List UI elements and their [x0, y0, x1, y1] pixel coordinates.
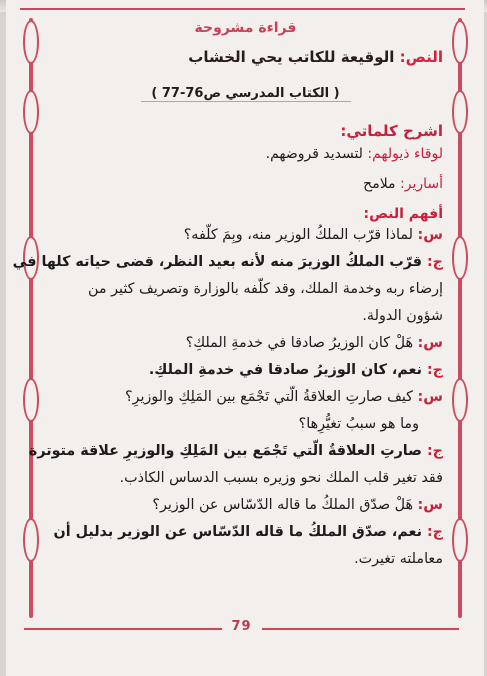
document-body: [12, 14, 443, 573]
answer: ج: قرّب الملكُ الوزيرَ منه لأنه بعيد النظر، قضى حياته كلها في: [12, 254, 443, 270]
understand-heading: أفهم النص:: [363, 206, 443, 222]
vocab-heading: اشرح كلماتي:: [340, 122, 443, 140]
question: س: هَلْ صدّق الملكُ ما قاله الدّسّاس عن الوزير؟: [152, 497, 443, 513]
frame-top-line: [20, 8, 465, 10]
answer-line: فقد تغير قلب الملك نحو وزيره بسبب الدساس الكاذب.: [119, 470, 443, 486]
question: س: كيف صارتِ العلاقةُ الّتي تَجْمَع بين المَلِكِ والوزيرِ؟: [124, 389, 443, 405]
answer-line: شؤون الدولة.: [362, 308, 443, 324]
left-border-ornament: [24, 18, 38, 618]
page-number: 79: [221, 619, 261, 634]
vocab-item: أسارير: ملامح: [363, 176, 443, 192]
vocab-item: لوقاء ذيولهم: لتسديد قروضهم.: [265, 146, 443, 162]
qa-block: [12, 222, 443, 573]
book-reference: ( الكتاب المدرسي ص76-77 ): [141, 86, 351, 102]
answer: ج: نعم، صدّق الملكُ ما قاله الدّسّاس عن الوزير بدليل أن: [53, 524, 443, 540]
title-label: النص:: [399, 48, 443, 66]
frame-bottom: [24, 621, 459, 635]
question: س: لماذا قرّب الملكُ الوزير منه، وبِمَ كلّفه؟: [183, 227, 443, 243]
answer: ج: صارتِ العلاقةُ الّتي تَجْمَع بين المَلِكِ والوزيرِ علاقة متوترة: [28, 443, 443, 459]
answer-line: معاملته تغيرت.: [354, 551, 443, 567]
answer: ج: نعم، كان الوزيرُ صادقا في خدمةِ الملكِ.: [148, 362, 443, 378]
page-header: قراءة مشروحة: [194, 20, 297, 36]
question: س: هَلْ كان الوزيرُ صادقا في خدمةِ الملكِ؟: [185, 335, 443, 351]
title-text: الوقيعة للكاتب يحي الخشاب: [188, 48, 395, 66]
answer-line: إرضاء ربه وخدمة الملك، وقد كلّفه بالوزارة وتصريف كثير من: [88, 281, 443, 297]
text-title: [48, 48, 443, 66]
right-border-ornament: [453, 18, 467, 618]
question-line: وما هو سببُ تغيُّرِها؟: [298, 416, 419, 432]
